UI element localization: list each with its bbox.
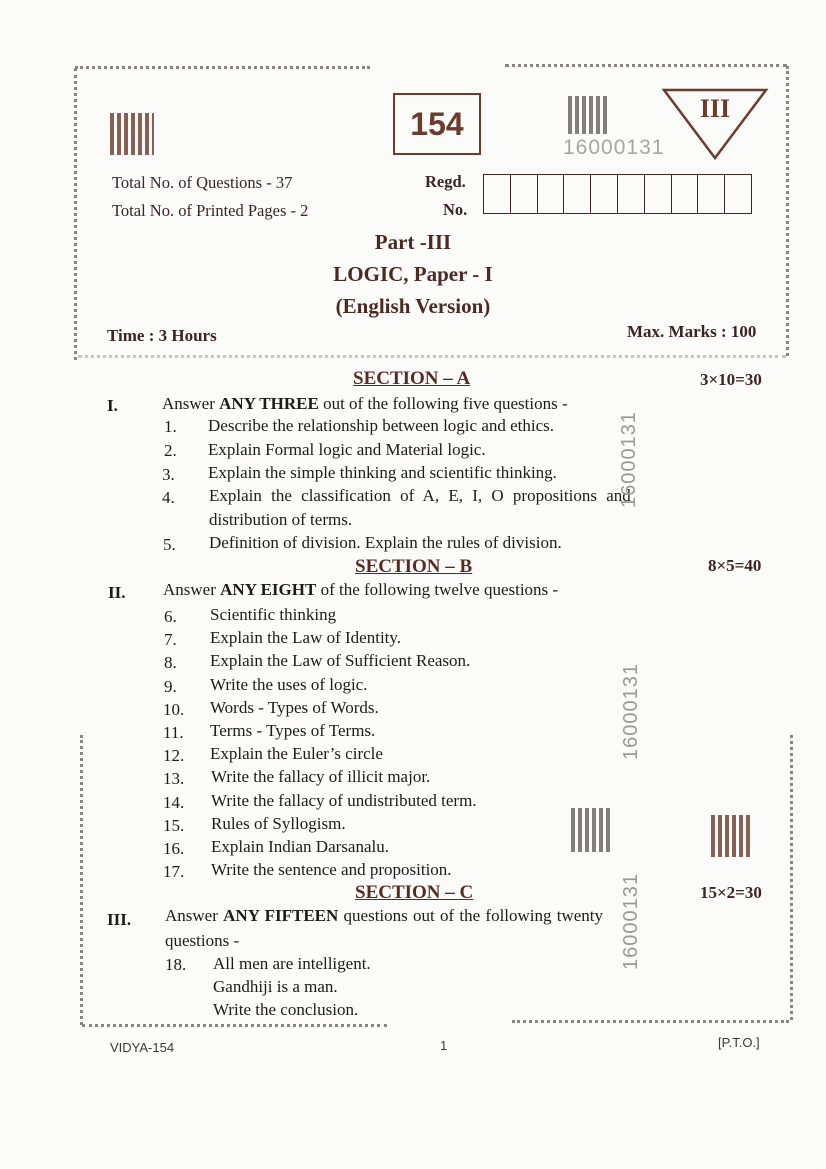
top-border-left xyxy=(75,66,370,69)
section-b-title: SECTION – B xyxy=(355,556,473,577)
section-c-title: SECTION – C xyxy=(355,882,474,903)
serial-stamp-vertical: 16000131 xyxy=(620,663,642,760)
question-text: Describe the relationship between logic and ethics. xyxy=(208,416,555,435)
question-text: Rules of Syllogism. xyxy=(211,814,346,833)
paper-code-box: 154 xyxy=(393,93,481,155)
barcode-right xyxy=(711,815,753,857)
question-text: Scientific thinking xyxy=(210,605,337,624)
question-number: 9. xyxy=(164,677,177,696)
question-text: Terms - Types of Terms. xyxy=(210,721,376,740)
section-b-marks: 8×5=40 xyxy=(708,556,762,575)
section-b-roman: II. xyxy=(108,583,126,602)
question-number: 10. xyxy=(163,700,185,719)
question-text: Explain Formal logic and Material logic. xyxy=(208,440,486,459)
regd-label: Regd. xyxy=(425,172,466,191)
question-number: 13. xyxy=(163,769,185,788)
question-text: Explain Indian Darsanalu. xyxy=(211,837,389,856)
question-text: Write the uses of logic. xyxy=(210,675,368,694)
barcode-top xyxy=(568,96,610,134)
registration-number-boxes[interactable] xyxy=(483,174,752,214)
bottom-border-left xyxy=(82,1024,387,1027)
question-text: Explain the simple thinking and scientific thinking. xyxy=(208,463,557,482)
top-border-right xyxy=(505,64,787,67)
question-number: 4. xyxy=(162,488,175,507)
barcode-left xyxy=(110,113,154,155)
serial-stamp-vertical: 16000131 xyxy=(618,411,640,508)
section-c-instruction: Answer ANY FIFTEEN questions out of the following twenty xyxy=(165,906,604,925)
question-text: Explain the Law of Identity. xyxy=(210,628,402,647)
please-turn-over: [P.T.O.] xyxy=(718,1035,760,1050)
section-a-instruction: Answer ANY THREE out of the following five questions - xyxy=(162,394,568,413)
question-text: Write the fallacy of undistributed term. xyxy=(211,791,477,810)
question-number: 2. xyxy=(164,441,177,460)
question-text: Explain the Euler’s circle xyxy=(210,744,383,763)
serial-stamp-top: 16000131 xyxy=(563,136,665,159)
question-number: 6. xyxy=(164,607,177,626)
question-number: 1. xyxy=(164,417,177,436)
time-label: Time : 3 Hours xyxy=(107,326,217,345)
header-divider xyxy=(78,355,786,358)
question-number: 18. xyxy=(165,955,187,974)
section-c-marks: 15×2=30 xyxy=(700,883,762,902)
question-18-line: Write the conclusion. xyxy=(213,1000,359,1019)
section-c-roman: III. xyxy=(107,910,132,929)
serial-stamp-vertical: 16000131 xyxy=(620,873,642,970)
question-18-line: All men are intelligent. xyxy=(213,954,371,973)
question-text: Definition of division. Explain the rules of division. xyxy=(209,533,562,552)
question-number: 8. xyxy=(164,653,177,672)
section-b-instruction: Answer ANY EIGHT of the following twelve questions - xyxy=(163,580,559,599)
total-pages: Total No. of Printed Pages - 2 xyxy=(112,201,309,220)
section-c-instruction-continued: questions - xyxy=(165,931,240,950)
part-title: Part -III xyxy=(374,230,452,254)
question-number: 12. xyxy=(163,746,185,765)
question-number: 14. xyxy=(163,793,185,812)
question-number: 7. xyxy=(164,630,177,649)
question-number: 11. xyxy=(163,723,184,742)
total-questions: Total No. of Questions - 37 xyxy=(112,173,293,192)
question-number: 15. xyxy=(163,816,185,835)
no-label: No. xyxy=(443,200,468,219)
version-title: (English Version) xyxy=(335,294,491,318)
question-text-continued: distribution of terms. xyxy=(209,510,353,529)
question-number: 16. xyxy=(163,839,185,858)
question-number: 17. xyxy=(163,862,185,881)
part-badge-label: III xyxy=(699,94,731,123)
section-a-marks: 3×10=30 xyxy=(700,370,762,389)
subject-title: LOGIC, Paper - I xyxy=(333,262,493,286)
question-text: Explain the Law of Sufficient Reason. xyxy=(210,651,471,670)
page-number: 1 xyxy=(440,1038,448,1053)
footer-code: VIDYA-154 xyxy=(110,1040,175,1055)
question-text: Explain the classification of A, E, I, O propositions and xyxy=(209,486,631,505)
bottom-border-right xyxy=(512,1020,789,1023)
left-border-lower xyxy=(80,735,83,1025)
question-number: 3. xyxy=(162,465,175,484)
question-text: Write the sentence and proposition. xyxy=(211,860,452,879)
question-text: Words - Types of Words. xyxy=(210,698,379,717)
question-number: 5. xyxy=(163,535,176,554)
right-border-lower xyxy=(790,735,793,1020)
max-marks-label: Max. Marks : 100 xyxy=(627,322,757,341)
question-text: Write the fallacy of illicit major. xyxy=(211,767,431,786)
barcode-middle xyxy=(571,808,613,852)
section-a-title: SECTION – A xyxy=(353,368,471,389)
question-18-line: Gandhiji is a man. xyxy=(213,977,338,996)
section-a-roman: I. xyxy=(107,396,118,415)
